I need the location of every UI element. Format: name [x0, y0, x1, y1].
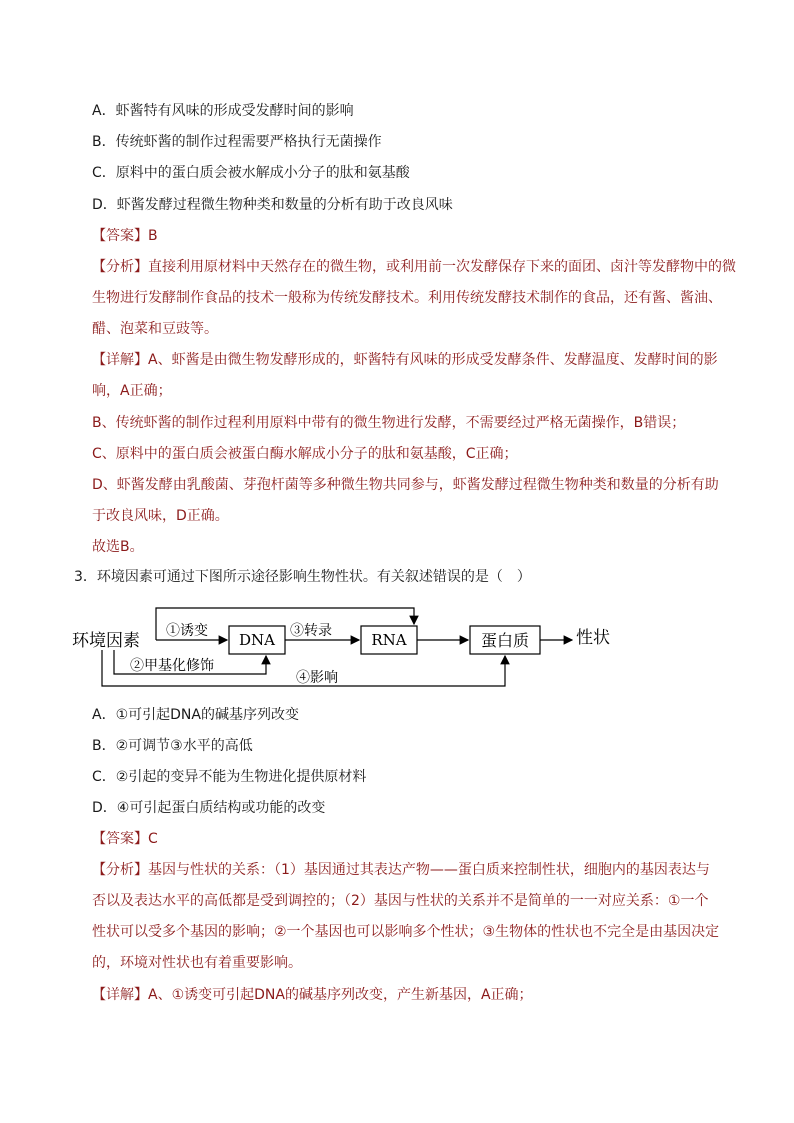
q2-detail-line: 【详解】A、虾酱是由微生物发酵形成的，虾酱特有风味的形成受发酵条件、发酵温度、发酵时间的影	[92, 352, 718, 368]
q2-answer: 【答案】B	[92, 228, 158, 244]
q3-stem: 3．环境因素可通过下图所示途径影响生物性状。有关叙述错误的是（ ）	[74, 569, 531, 585]
q2-detail-line: 于改良风味，D正确。	[92, 508, 229, 524]
q2-analysis-line: 生物进行发酵制作食品的技术一般称为传统发酵技术。利用传统发酵技术制作的食品，还有酱、酱油、	[92, 290, 722, 306]
q3-option-c: C．②引起的变异不能为生物进化提供原材料	[92, 769, 367, 785]
q2-option-c: C．原料中的蛋白质会被水解成小分子的肽和氨基酸	[92, 165, 410, 181]
q2-option-a: A．虾酱特有风味的形成受发酵时间的影响	[92, 103, 354, 119]
q2-analysis-line: 【分析】直接利用原材料中天然存在的微生物，或利用前一次发酵保存下来的面团、卤汁等发酵物中的微	[92, 259, 736, 275]
q3-analysis-line: 【分析】基因与性状的关系：（1）基因通过其表达产物——蛋白质来控制性状，细胞内的基因表达与	[92, 862, 710, 878]
q2-option-b: B．传统虾酱的制作过程需要严格执行无菌操作	[92, 134, 382, 150]
q2-option-d: D．虾酱发酵过程微生物种类和数量的分析有助于改良风味	[92, 197, 453, 213]
rna-label: RNA	[371, 631, 407, 649]
q3-option-d: D．④可引起蛋白质结构或功能的改变	[92, 800, 326, 816]
label-methylation: ②甲基化修饰	[130, 658, 214, 674]
trait-label: 性状	[576, 628, 610, 648]
q3-option-b: B．②可调节③水平的高低	[92, 738, 253, 754]
q2-detail-line: C、原料中的蛋白质会被蛋白酶水解成小分子的肽和氨基酸，C正确；	[92, 446, 518, 462]
q3-analysis-line: 否以及表达水平的高低都是受到调控的；（2）基因与性状的关系并不是简单的一一对应关系：①一个	[92, 893, 709, 909]
label-mutation: ①诱变	[166, 623, 208, 639]
pathway-diagram	[70, 598, 630, 694]
q3-answer: 【答案】C	[92, 831, 158, 847]
q3-detail-line: 【详解】A、①诱变可引起DNA的碱基序列改变，产生新基因，A正确；	[92, 987, 533, 1003]
q3-option-a: A．①可引起DNA的碱基序列改变	[92, 707, 299, 723]
label-influence: ④影响	[296, 670, 338, 686]
q2-detail-line: D、虾酱发酵由乳酸菌、芽孢杆菌等多种微生物共同参与，虾酱发酵过程微生物种类和数量的分析有助	[92, 477, 719, 493]
label-transcription: ③转录	[290, 623, 332, 639]
q2-detail-line: 响，A正确；	[92, 383, 172, 399]
q2-detail-line: B、传统虾酱的制作过程利用原料中带有的微生物进行发酵，不需要经过严格无菌操作，B错误；	[92, 415, 686, 431]
q2-analysis-line: 醋、泡菜和豆豉等。	[92, 321, 218, 337]
env-label: 环境因素	[72, 631, 140, 651]
dna-label: DNA	[239, 631, 275, 649]
q2-conclusion: 故选B。	[92, 539, 144, 555]
protein-label: 蛋白质	[480, 631, 530, 650]
q3-analysis-line: 性状可以受多个基因的影响；②一个基因也可以影响多个性状；③生物体的性状也不完全是由基因决定	[92, 924, 720, 940]
q3-analysis-line: 的，环境对性状也有着重要影响。	[92, 955, 302, 971]
